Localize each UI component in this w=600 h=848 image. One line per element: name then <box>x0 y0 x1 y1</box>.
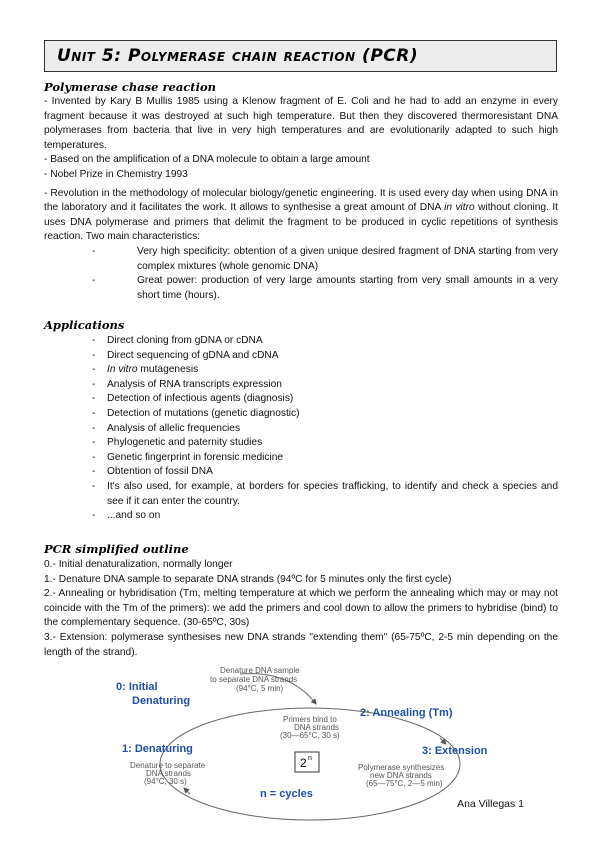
outline-body <box>44 558 558 660</box>
list-item: - Analysis of allelic frequencies <box>92 422 558 437</box>
list-item: - Very high specificity: obtention of a given unique desired fragment of DNA starting from very complex mixtures (whole genomic DNA) <box>92 245 558 274</box>
list-item: - Great power: production of very large amounts starting from very small amounts in a very short time (hours). <box>92 274 558 303</box>
list-item: - Direct sequencing of gDNA and cDNA <box>92 349 558 364</box>
paragraph: 0.- Initial denaturalization, normally longer <box>44 559 233 570</box>
paragraph: 3.- Extension: polymerase synthesises new DNA strands "extending them" (65-75ºC, 2-5 min depending on the length of the strand). <box>44 631 558 658</box>
annealing-label: 2: Annealing (Tm) <box>360 707 453 719</box>
denaturing-note: DNA strands <box>146 769 191 778</box>
applications-body <box>44 334 558 524</box>
list-item: - Phylogenetic and paternity studies <box>92 436 558 451</box>
paragraph: - Invented by Kary B Mullis 1985 using a Klenow fragment of E. Coli and he had to add an enzyme in every fragment because it was destroyed at such high temperature. But then they discovered thermoresistant DNA polymerases from bacteria that live in very high temperatures and are evolutionarily adapted to such high temperatures. <box>44 96 558 151</box>
list-item: - Obtention of fossil DNA <box>92 465 558 480</box>
annealing-note: (30—65°C, 30 s) <box>280 731 340 740</box>
cycle-arrow <box>184 788 190 794</box>
page-footer: Ana Villegas 1 <box>457 798 524 810</box>
initial-note: to separate DNA strands <box>210 675 298 684</box>
paragraph: - Nobel Prize in Chemistry 1993 <box>44 168 188 180</box>
extension-note: Polymerase synthesizes <box>358 763 445 772</box>
list-item: - Detection of infectious agents (diagnosis) <box>92 392 558 407</box>
extension-label: 3: Extension <box>422 745 488 757</box>
extension-note: new DNA strands <box>370 771 432 780</box>
center-box-sup: n <box>308 755 312 762</box>
section-heading-pcr: Polymerase chase reaction <box>44 80 217 94</box>
annealing-note: Primers bind to <box>283 715 337 724</box>
center-box <box>295 752 319 772</box>
list-item: - Direct cloning from gDNA or cDNA <box>92 334 558 349</box>
cycle-arrow <box>440 738 446 744</box>
list-item: - It's also used, for example, at borders for species trafficking, to identify and check a species and see if it can enter the country. <box>92 480 558 509</box>
section-heading-outline: PCR simplified outline <box>44 542 189 556</box>
applications-list <box>44 334 558 524</box>
paragraph: - Based on the amplification of a DNA molecule to obtain a large amount <box>44 154 370 166</box>
extension-note: (65—75°C, 2—5 min) <box>366 779 443 788</box>
initial-note: (94°C, 5 min) <box>236 684 284 693</box>
cycles-label: n = cycles <box>260 788 313 800</box>
initial-note: Denature DNA sample <box>220 666 300 675</box>
denaturing-note: Denature to separate <box>130 761 206 770</box>
paragraph: 1.- Denature DNA sample to separate DNA strands (94ºC for 5 minutes only the first cycle) <box>44 573 452 585</box>
denaturing-label: 1: Denaturing <box>122 743 193 755</box>
list-item: - ...and so on <box>92 509 558 524</box>
paragraph: 2.- Annealing or hybridisation (Tm, melting temperature at which we perform the annealing which may or may not coincide with the Tm of the primers): we add the primers and cool down to allow the primers to hybridise (bind) to the complementary sequence. (30-65ºC, 30s) <box>44 588 558 629</box>
denaturing-note: (94°C, 30 s) <box>144 777 187 786</box>
list-item: - In vitro mutagenesis <box>92 363 558 378</box>
initial-label: Denaturing <box>132 695 191 707</box>
annealing-note: DNA strands <box>294 723 339 732</box>
center-box-text: 2 <box>300 756 307 770</box>
characteristics-list <box>44 245 558 303</box>
list-item: - Analysis of RNA transcripts expression <box>92 378 558 393</box>
page-title: Unit 5: Polymerase chain reaction (PCR) <box>44 40 557 72</box>
initial-label: 0: Initial <box>116 681 158 693</box>
paragraph: - Revolution in the methodology of molecular biology/genetic engineering. It is used every day when using DNA in the laboratory and it facilitates the work. It allows to synthesise a great amount of DNA in vitro without cloning. It uses DNA polymerase and primers that delimit the fragment to be produced in cyclic repetitions of synthesis reaction. Two main characteristics: <box>44 187 558 243</box>
list-item: - Detection of mutations (genetic diagnostic) <box>92 407 558 422</box>
list-item: - Genetic fingerprint in forensic medicine <box>92 451 558 466</box>
section-pcr-body <box>44 95 558 303</box>
pcr-cycle-diagram <box>110 664 510 834</box>
section-heading-applications: Applications <box>44 318 125 332</box>
